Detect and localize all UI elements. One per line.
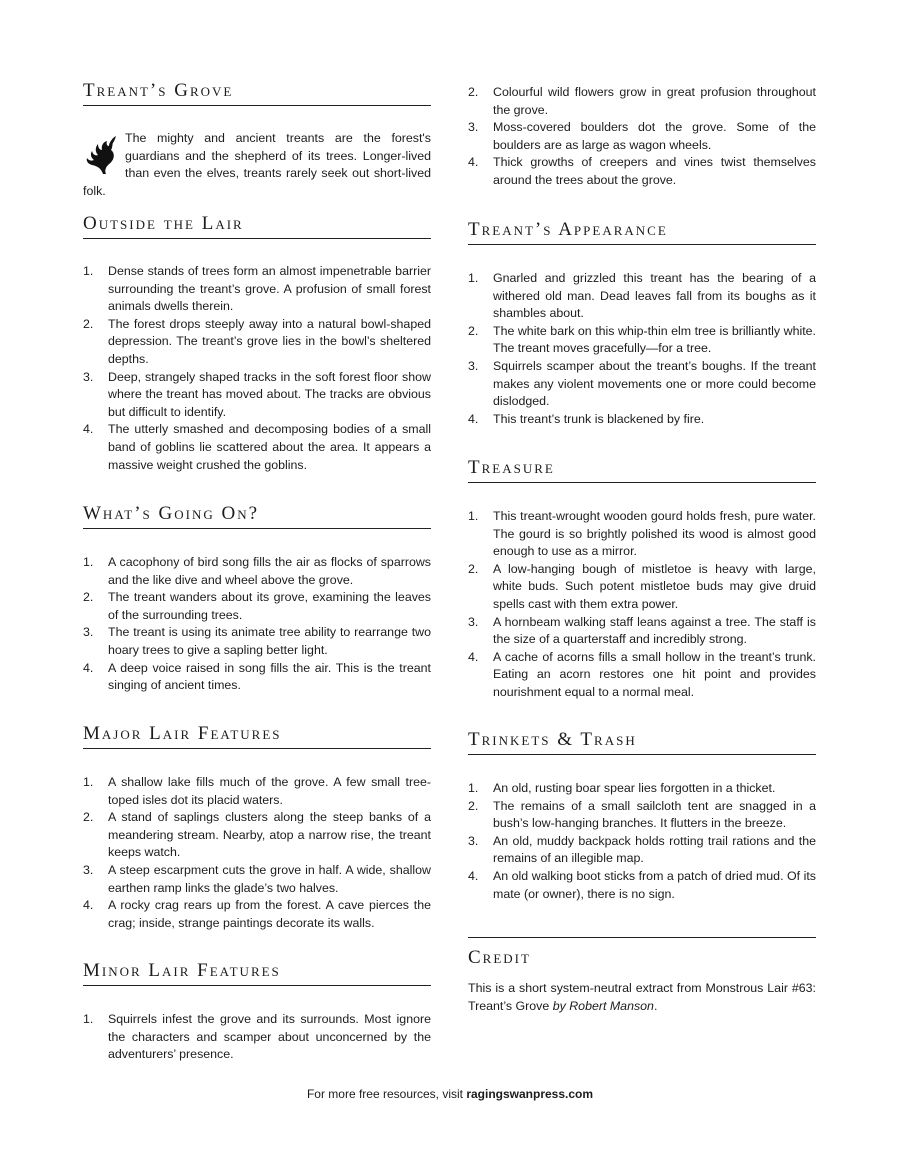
section-minor-lair-features [83,960,431,1064]
appearance-list [468,270,816,428]
list-item: 2. Colourful wild flowers grow in great profusion throughout the grove. [468,85,816,117]
minor-features-list-continued [468,84,816,190]
section-heading: Major Lair Features [83,723,431,749]
going-on-list [83,554,431,695]
major-features-list [83,774,431,932]
intro-paragraph [83,130,431,200]
section-treasure [468,457,816,702]
credit-paragraph: This is a short system-neutral extract from Monstrous Lair #63: Treant’s Grove by Robert Manson. [468,981,816,1013]
section-heading: Minor Lair Features [83,960,431,986]
list-item: 4. This treant’s trunk is blackened by fire. [468,411,705,426]
trinkets-list [468,780,816,903]
list-item: 4. An old walking boot sticks from a patch of dried mud. Of its mate (or owner), there is no sign. [468,868,816,901]
page-title: Treant’s Grove [83,80,431,106]
list-item: 1. Dense stands of trees form an almost impenetrable barrier surrounding the treant’s grove. A profusion of small forest animals dwells therein. [83,264,431,314]
list-item: 4. A rocky crag rears up from the forest. A cave pierces the crag; inside, strange paintings decorate its walls. [83,898,431,930]
section-heading: Treant’s Appearance [468,219,816,245]
list-item: 2. The white bark on this whip-thin elm tree is brilliantly white. The treant moves gracefully—for a tree. [468,323,816,356]
list-item: 1. An old, rusting boar spear lies forgotten in a thicket. [468,781,776,795]
section-minor-lair-features-continued [468,84,816,190]
list-item: 4. A cache of acorns fills a small hollow in the treant’s trunk. Eating an acorn restores one hit point and provides nourishment equal to a normal meal. [468,649,816,699]
section-heading: Credit [468,947,531,968]
treasure-list [468,508,816,702]
list-item: 3. Deep, strangely shaped tracks in the soft forest floor show where the treant has moved about. The tracks are obvious but difficult to identify. [83,369,431,419]
section-treants-appearance [468,219,816,428]
section-heading: What’s Going On? [83,503,431,529]
list-item: 3. A hornbeam walking staff leans against a tree. The staff is the size of a quarterstaff and incredibly strong. [468,614,816,647]
intro-text: The mighty and ancient treants are the forest's guardians and the shepherd of its trees. Longer-lived than even the elves, treants rarely seek out short-lived folk. [83,131,431,198]
list-item: 1. Gnarled and grizzled this treant has the bearing of a withered old man. Dead leaves fall from its boughs as it shambles about. [468,271,816,321]
list-item: 3. The treant is using its animate tree ability to rearrange two hoary trees to give a sapling better light. [83,625,431,657]
credit-author: by Robert Manson [552,998,654,1013]
list-item: 1. A shallow lake fills much of the grove. A few small tree-toped isles dot its placid waters. [83,775,431,807]
section-credit [468,937,816,1015]
list-item: 2. The forest drops steeply away into a natural bowl-shaped depression. The treant’s grove lies in the bowl’s sheltered depths. [83,316,431,366]
list-item: 4. A deep voice raised in song fills the air. This is the treant singing of ancient times. [83,660,431,693]
list-item: 1. Squirrels infest the grove and its surrounds. Most ignore the characters and scamper about unconcerned by the adventurers’ presence. [83,1012,431,1062]
list-item: 3. A steep escarpment cuts the grove in half. A wide, shallow earthen ramp links the glade’s two halves. [83,862,431,895]
list-item: 2. The treant wanders about its grove, examining the leaves of the surrounding trees. [83,590,431,622]
list-item: 4. Thick growths of creepers and vines twist themselves around the trees about the grove. [468,155,816,187]
list-item: 1. This treant-wrought wooden gourd holds fresh, pure water. The gourd is so brightly polished its wood is almost good enough to use as a mirror. [468,509,816,559]
section-title [83,80,431,106]
outside-list [83,263,431,474]
page-footer [0,1086,900,1102]
list-item: 2. A low-hanging bough of mistletoe is heavy with large, white buds. Such potent mistletoe buds may give druid spells cast with them extra power. [468,561,816,611]
section-heading: Treasure [468,457,816,483]
section-outside-lair [83,213,431,474]
list-item: 4. The utterly smashed and decomposing bodies of a small band of goblins lie scattered about the area. It appears a massive weight crushed the goblins. [83,422,431,472]
footer-text: For more free resources, visit [306,1087,467,1101]
list-item: 2. A stand of saplings clusters along the steep banks of a meandering stream. Nearby, atop a narrow rise, the treant keeps watch. [83,810,431,860]
section-major-lair-features [83,723,431,932]
section-heading: Outside the Lair [83,213,431,239]
footer-link[interactable]: ragingswanpress.com [466,1087,594,1101]
list-item: 3. An old, muddy backpack holds rotting trail rations and the remains of an illegible map. [468,833,816,866]
section-whats-going-on [83,503,431,695]
list-item: 2. The remains of a small sailcloth tent are snagged in a bush’s low-hanging branches. It flutters in the breeze. [468,798,816,831]
section-trinkets-trash [468,729,816,903]
section-heading: Trinkets & Trash [468,729,816,755]
list-item: 3. Squirrels scamper about the treant’s boughs. If the treant makes any violent movements one or more could become dislodged. [468,358,816,409]
swan-logo-icon [83,134,119,176]
minor-features-list [83,1011,431,1064]
list-item: 3. Moss-covered boulders dot the grove. Some of the boulders are as large as wagon wheels. [468,120,816,152]
list-item: 1. A cacophony of bird song fills the air as flocks of sparrows and the like dive and wheel above the grove. [83,555,431,587]
